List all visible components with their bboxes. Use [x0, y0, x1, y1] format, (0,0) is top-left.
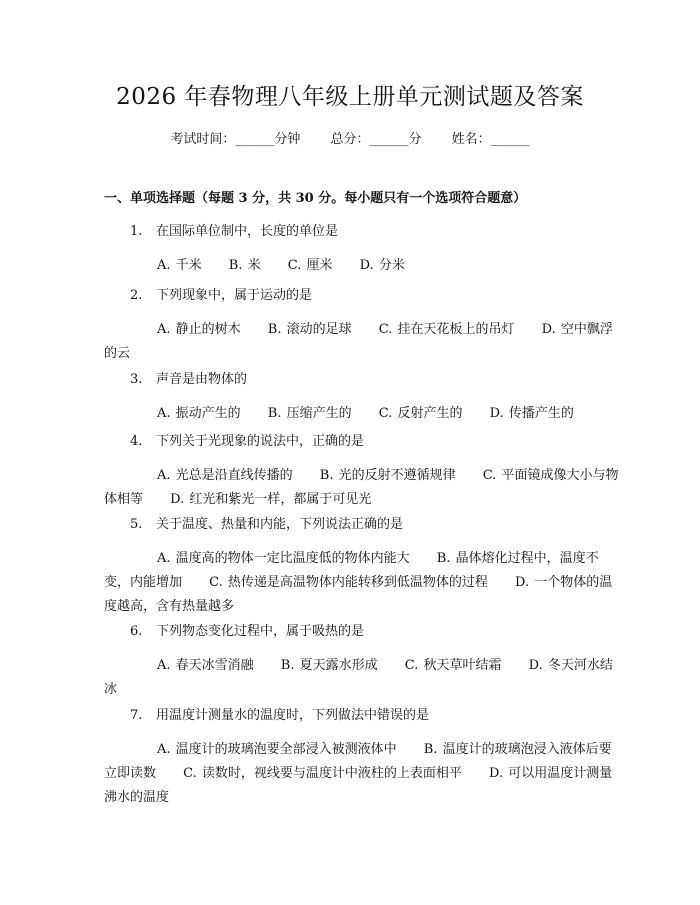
- option-a: A. 静止的树木: [157, 322, 241, 337]
- option-d: D. 红光和紫光一样，都属于可见光: [170, 492, 372, 507]
- question-options: [104, 318, 624, 366]
- question-stem: [104, 706, 624, 726]
- question-number: 6.: [130, 624, 143, 639]
- exam-time-field: 考试时间：______分钟: [170, 132, 301, 147]
- question-number: 3.: [130, 372, 143, 387]
- student-name-field: 姓名：______: [451, 132, 530, 147]
- option-d: D. 空中飘浮的云: [104, 322, 613, 361]
- option-d: D. 传播产生的: [489, 406, 574, 421]
- question-text: 下列物态变化过程中，属于吸热的是: [156, 624, 365, 639]
- question-options: [104, 654, 624, 702]
- option-c: C. 秋天草叶结霜: [404, 658, 502, 673]
- option-a: A. 振动产生的: [157, 406, 241, 421]
- question-2: [104, 286, 624, 366]
- question-3: [104, 370, 624, 426]
- question-text: 声音是由物体的: [156, 372, 248, 387]
- question-stem: [104, 432, 624, 452]
- option-d: D. 冬天河水结冰: [104, 658, 613, 697]
- question-stem: [104, 370, 624, 390]
- question-options: [104, 547, 624, 619]
- option-d: D. 一个物体的温度越高，含有热量越多: [104, 575, 613, 614]
- question-number: 7.: [130, 708, 143, 723]
- question-text: 下列现象中，属于运动的是: [156, 288, 313, 303]
- question-stem: [104, 222, 624, 242]
- option-b: B. 光的反射不遵循规律: [319, 468, 456, 483]
- option-a: A. 温度高的物体一定比温度低的物体内能大: [157, 551, 410, 566]
- option-c: C. 读数时，视线要与温度计中液柱的上表面相平: [183, 766, 462, 781]
- option-c: C. 挂在天花板上的吊灯: [378, 322, 515, 337]
- option-c: C. 平面镜成像大小与物体相等: [104, 468, 619, 507]
- question-1: [104, 222, 624, 278]
- option-c: C. 厘米: [287, 258, 333, 273]
- question-number: 4.: [130, 434, 143, 449]
- question-5: [104, 515, 624, 619]
- option-b: B. 滚动的足球: [267, 322, 352, 337]
- question-options: [104, 402, 624, 426]
- option-d: D. 分米: [359, 258, 405, 273]
- page-title: 2026 年春物理八年级上册单元测试题及答案: [116, 84, 584, 110]
- exam-info-line: [0, 130, 700, 150]
- option-a: A. 光总是沿直线传播的: [157, 468, 293, 483]
- option-b: B. 米: [228, 258, 261, 273]
- question-options: [104, 464, 624, 512]
- option-c: C. 反射产生的: [378, 406, 463, 421]
- question-number: 2.: [130, 288, 143, 303]
- option-b: B. 夏天露水形成: [280, 658, 378, 673]
- question-options: [104, 738, 624, 810]
- question-4: [104, 432, 624, 512]
- option-d: D. 可以用温度计测量沸水的温度: [104, 766, 613, 805]
- question-text: 关于温度、热量和内能，下列说法正确的是: [156, 517, 404, 532]
- question-stem: [104, 286, 624, 306]
- option-a: A. 千米: [157, 258, 202, 273]
- question-text: 用温度计测量水的温度时，下列做法中错误的是: [156, 708, 430, 723]
- option-b: B. 晶体熔化过程中，温度不变，内能增加: [104, 551, 599, 590]
- option-c: C. 热传递是高温物体内能转移到低温物体的过程: [209, 575, 488, 590]
- question-6: [104, 622, 624, 702]
- option-b: B. 压缩产生的: [267, 406, 352, 421]
- option-b: B. 温度计的玻璃泡浸入液体后要立即读数: [104, 742, 612, 781]
- question-stem: [104, 515, 624, 535]
- question-stem: [104, 622, 624, 642]
- question-text: 下列关于光现象的说法中，正确的是: [156, 434, 365, 449]
- option-a: A. 春天冰雪消融: [157, 658, 254, 673]
- question-number: 1.: [130, 224, 143, 239]
- question-options: [104, 254, 624, 278]
- question-number: 5.: [130, 517, 143, 532]
- option-a: A. 温度计的玻璃泡要全部浸入被测液体中: [157, 742, 397, 757]
- question-text: 在国际单位制中，长度的单位是: [156, 224, 339, 239]
- total-score-field: 总分：______分: [330, 132, 422, 147]
- question-7: [104, 706, 624, 810]
- section-heading: 一、单项选择题（每题 3 分，共 30 分。每小题只有一个选项符合题意）: [104, 191, 527, 206]
